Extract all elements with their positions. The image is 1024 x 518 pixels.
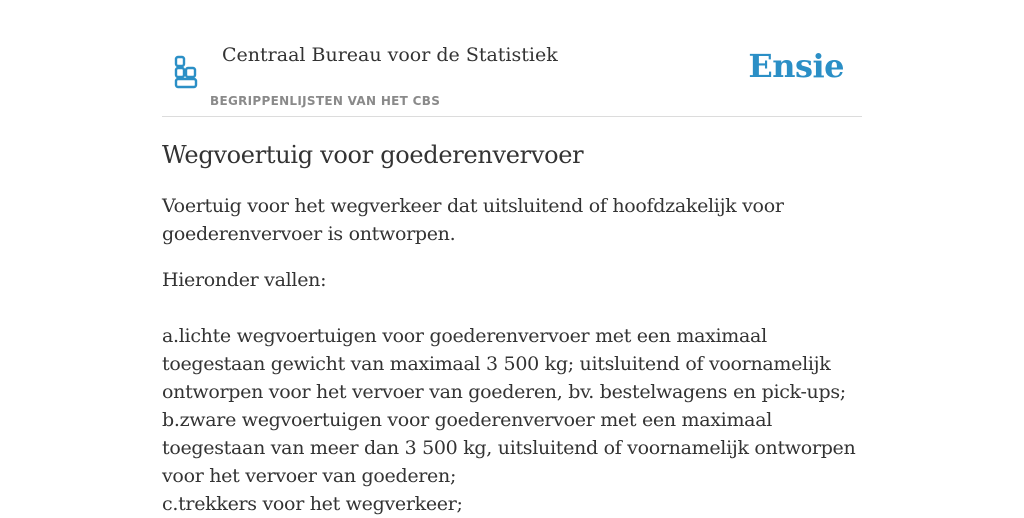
- list-item: c.trekkers voor het wegverkeer;: [162, 493, 463, 515]
- definition-text: Voertuig voor het wegverkeer dat uitsluitend of hoofdzakelijk voor goederenvervoer is ontworpen.: [162, 195, 784, 245]
- list-item: a.lichte wegvoertuigen voor goederenvervoer met een maximaal toegestaan gewicht van maximaal 3 500 kg; uitsluitend of voornamelijk ontworpen voor het vervoer van goederen, bv. bestelwagens en pick-ups;: [162, 325, 846, 403]
- spacer: [162, 294, 862, 322]
- cbs-logo-icon[interactable]: [172, 55, 200, 89]
- site-subtitle[interactable]: BEGRIPPENLIJSTEN VAN HET CBS: [210, 94, 441, 108]
- article: [162, 138, 862, 518]
- intro-text: Hieronder vallen:: [162, 269, 327, 291]
- brand-logo[interactable]: Ensie: [748, 47, 844, 85]
- site-title[interactable]: Centraal Bureau voor de Statistiek: [222, 44, 558, 66]
- list-item: b.zware wegvoertuigen voor goederenvervoer met een maximaal toegestaan van meer dan 3 500 kg, uitsluitend of voornamelijk ontworpen voor het vervoer van goederen;: [162, 409, 856, 487]
- site-header: [162, 0, 862, 117]
- page-title: Wegvoertuig voor goederenvervoer: [162, 141, 584, 169]
